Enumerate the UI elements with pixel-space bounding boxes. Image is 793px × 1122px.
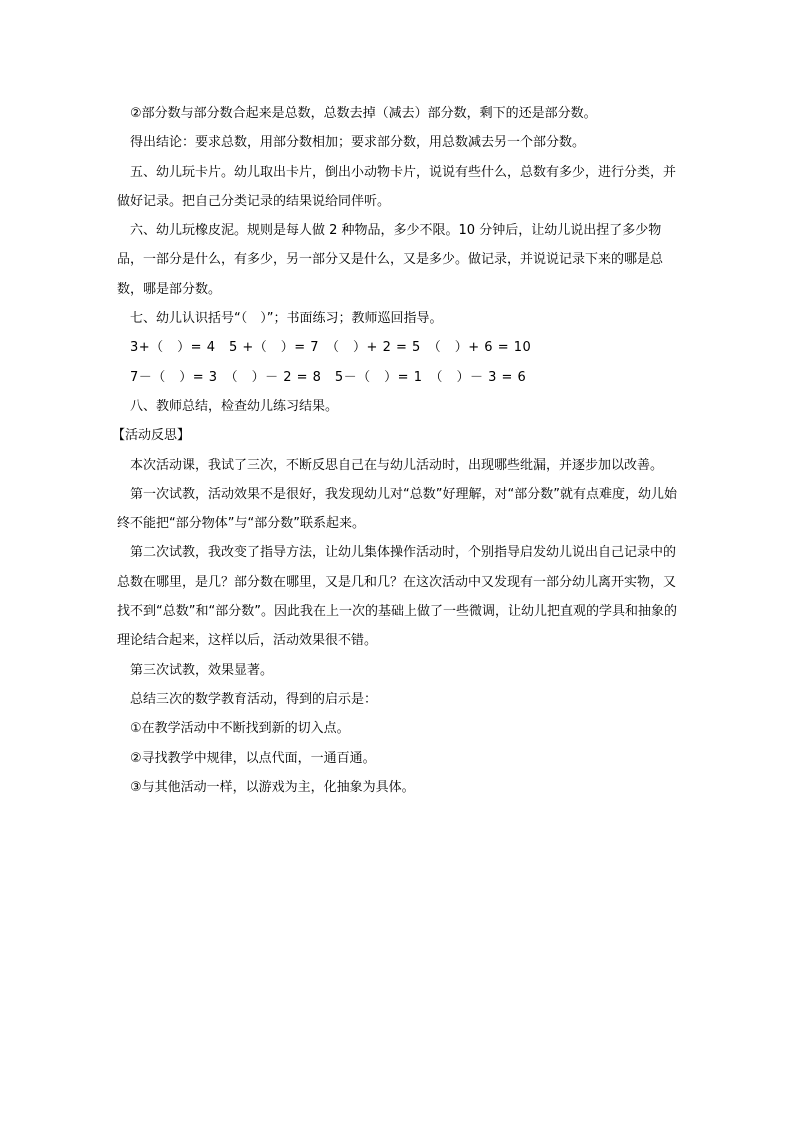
paragraph-third-trial: 第三次试教，效果显著。 — [130, 662, 274, 678]
document-body — [112, 99, 682, 802]
paragraph-step-seven-brackets: 七、幼儿认识括号“（ ）”；书面练习；教师巡回指导。 — [130, 311, 443, 327]
list-item-insight-1: ①在教学活动中不断找到新的切入点。 — [130, 721, 350, 737]
list-item-insight-3: ③与其他活动一样，以游戏为主，化抽象为具体。 — [130, 779, 415, 795]
paragraph-conclusion: 得出结论：要求总数，用部分数相加；要求部分数，用总数减去另一个部分数。 — [130, 135, 586, 151]
paragraph-first-trial: 第一次试教，活动效果不是很好，我发现幼儿对“总数”好理解，对“部分数”就有点难度，幼儿始终不能把“部分物体”与“部分数”联系起来。 — [117, 486, 677, 532]
paragraph-second-trial: 第二次试教，我改变了指导方法，让幼儿集体操作活动时，个别指导启发幼儿说出自己记录中的总数在哪里，是几？部分数在哪里，又是几和几？在这次活动中又发现有一部分幼儿离开实物，又找不到“总数”和“部分数”。因此我在上一次的基础上做了一些微调，让幼儿把直观的学具和抽象的理论结合起来，这样以后，活动效果很不错。 — [117, 545, 677, 649]
exercise-line-addition: 3+（ ）= 4 5 +（ ）= 7 （ ）+ 2 = 5 （ ）+ 6 = 10 — [130, 340, 532, 356]
exercise-line-subtraction: 7－（ ）= 3 （ ）－ 2 = 8 5－（ ）= 1 （ ）－ 3 = 6 — [130, 369, 527, 385]
paragraph-reflection-intro: 本次活动课，我试了三次，不断反思自己在与幼儿活动时，出现哪些纰漏，并逐步加以改善。 — [130, 457, 664, 473]
paragraph-step-six-clay: 六、幼儿玩橡皮泥。规则是每人做 2 种物品，多少不限。10 分钟后，让幼儿说出捏了多少物品，一部分是什么，有多少，另一部分又是什么，又是多少。做记录，并说说记录下来的哪是总数，哪是部分数。 — [117, 223, 664, 297]
paragraph-summary-lead: 总结三次的数学教育活动，得到的启示是： — [130, 691, 378, 707]
paragraph-step-eight-summary: 八、教师总结，检查幼儿练习结果。 — [130, 398, 339, 414]
paragraph-step-five-cards: 五、幼儿玩卡片。幼儿取出卡片，倒出小动物卡片，说说有些什么，总数有多少，进行分类，并做好记录。把自己分类记录的结果说给同伴听。 — [117, 164, 677, 209]
list-item-insight-2: ②寻找教学中规律，以点代面，一通百通。 — [130, 750, 376, 766]
section-heading-reflection: 【活动反思】 — [112, 428, 191, 444]
paragraph-part-sum-relation: ②部分数与部分数合起来是总数，总数去掉（减去）部分数，剩下的还是部分数。 — [130, 106, 597, 121]
